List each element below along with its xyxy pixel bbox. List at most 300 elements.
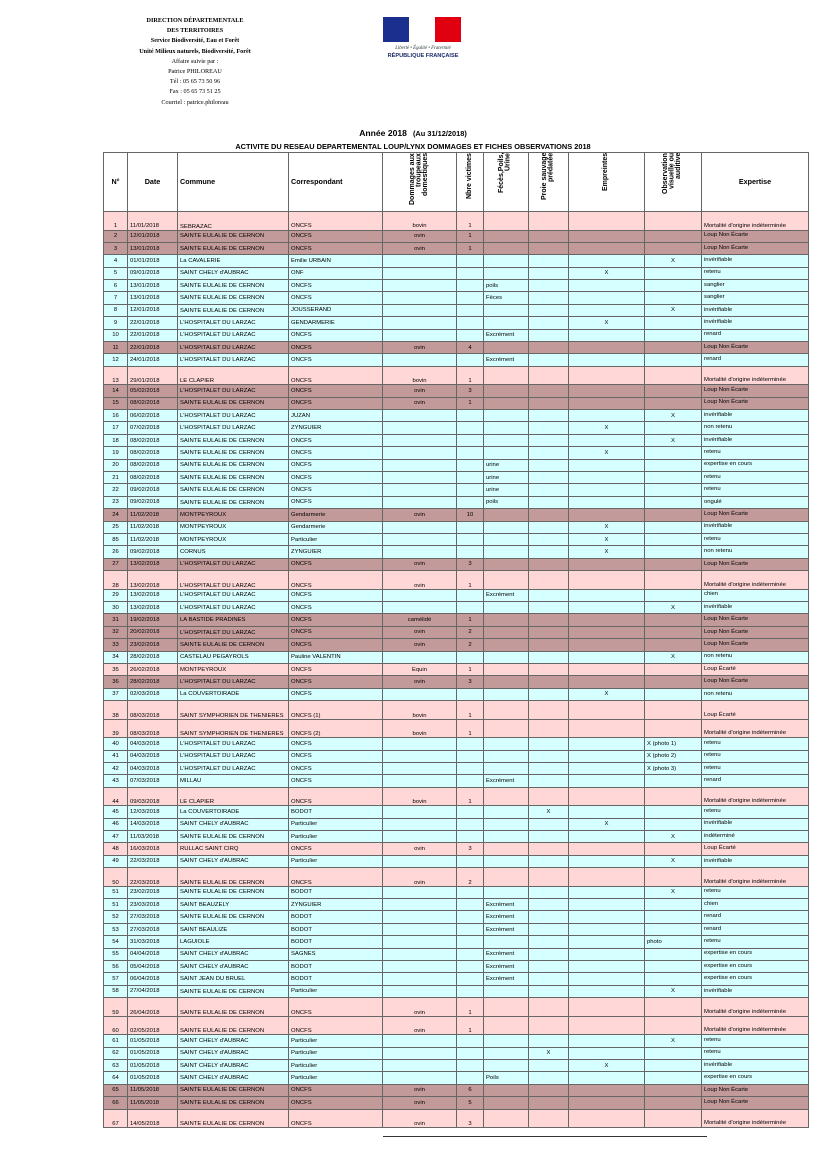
col-empreintes: Empreintes	[569, 153, 645, 212]
row-num: 66	[104, 1097, 128, 1109]
row-expertise: invérifiable	[702, 602, 809, 614]
row-proie	[529, 385, 569, 397]
row-feces: Excrément	[484, 354, 529, 366]
row-observation	[645, 212, 702, 231]
table-row	[104, 936, 809, 948]
row-victimes: 3	[457, 1109, 484, 1128]
row-victimes	[457, 589, 484, 601]
row-commune: SAINTE EULALIE DE CERNON	[178, 998, 289, 1017]
row-num: 62	[104, 1047, 128, 1059]
row-date: 14/03/2018	[128, 818, 178, 830]
row-date: 29/01/2018	[128, 366, 178, 385]
row-expertise: Mortalité d'origine indéterminée	[702, 787, 809, 806]
row-feces	[484, 509, 529, 521]
row-observation: X (photo 3)	[645, 762, 702, 774]
row-observation	[645, 1059, 702, 1071]
table-row	[104, 366, 809, 385]
row-date: 22/01/2018	[128, 329, 178, 341]
row-victimes	[457, 750, 484, 762]
row-dommages: bovin	[383, 212, 457, 231]
row-victimes	[457, 521, 484, 533]
row-expertise: invérifiable	[702, 855, 809, 867]
row-correspondant: ONCFS	[289, 750, 383, 762]
row-correspondant: ONCFS	[289, 242, 383, 254]
row-num: 57	[104, 973, 128, 985]
row-commune: SAINT CHELY d'AUBRAC	[178, 948, 289, 960]
row-dommages	[383, 434, 457, 446]
row-num: 10	[104, 329, 128, 341]
row-date: 04/03/2018	[128, 750, 178, 762]
row-victimes: 1	[457, 1016, 484, 1035]
table-row	[104, 292, 809, 304]
table-body	[104, 212, 809, 1128]
sender-line: Unité Milieux naturels, Biodiversité, Forêt	[139, 47, 251, 55]
row-correspondant: ONCFS	[289, 762, 383, 774]
table-row	[104, 911, 809, 923]
row-commune: SAINTE EULALIE DE CERNON	[178, 868, 289, 887]
row-observation	[645, 242, 702, 254]
row-expertise: expertise en cours	[702, 973, 809, 985]
row-num: 50	[104, 868, 128, 887]
row-correspondant: ONCFS	[289, 626, 383, 638]
row-observation	[645, 1084, 702, 1096]
row-feces	[484, 304, 529, 316]
row-dommages	[383, 329, 457, 341]
row-victimes	[457, 292, 484, 304]
row-proie	[529, 242, 569, 254]
row-commune: SEBRAZAC	[178, 212, 289, 231]
row-empreintes	[569, 602, 645, 614]
row-commune: SAINTE EULALIE DE CERNON	[178, 434, 289, 446]
row-victimes: 3	[457, 843, 484, 855]
row-expertise: renard	[702, 329, 809, 341]
row-dommages: ovin	[383, 242, 457, 254]
row-commune: SAINTE EULALIE DE CERNON	[178, 304, 289, 316]
row-observation	[645, 342, 702, 354]
row-commune: SAINTE EULALIE DE CERNON	[178, 886, 289, 898]
row-correspondant: Particulier	[289, 985, 383, 997]
row-empreintes	[569, 664, 645, 676]
row-observation: X (photo 1)	[645, 738, 702, 750]
row-observation	[645, 948, 702, 960]
row-expertise: non retenu	[702, 651, 809, 663]
row-empreintes	[569, 843, 645, 855]
row-dommages	[383, 762, 457, 774]
row-commune: L'HOSPITALET DU LARZAC	[178, 750, 289, 762]
table-row	[104, 1109, 809, 1128]
row-proie	[529, 267, 569, 279]
row-empreintes	[569, 787, 645, 806]
row-correspondant: Particulier	[289, 533, 383, 545]
row-commune: L'HOSPITALET DU LARZAC	[178, 602, 289, 614]
row-expertise: invérifiable	[702, 434, 809, 446]
row-dommages	[383, 961, 457, 973]
row-empreintes: X	[569, 688, 645, 700]
row-dommages	[383, 651, 457, 663]
row-commune: L'HOSPITALET DU LARZAC	[178, 410, 289, 422]
row-expertise: non retenu	[702, 422, 809, 434]
row-empreintes: X	[569, 267, 645, 279]
row-commune: MONTPEYROUX	[178, 533, 289, 545]
row-num: 20	[104, 459, 128, 471]
row-observation	[645, 317, 702, 329]
row-dommages	[383, 304, 457, 316]
logo-name: RÉPUBLIQUE FRANÇAISE	[387, 53, 459, 59]
table-row	[104, 614, 809, 626]
row-num: 21	[104, 472, 128, 484]
row-expertise: expertise en cours	[702, 961, 809, 973]
row-empreintes	[569, 304, 645, 316]
row-correspondant: ONCFS	[289, 614, 383, 626]
report-subtitle: ACTIVITE DU RESEAU DEPARTEMENTAL LOUP/LYNX DOMMAGES ET FICHES OBSERVATIONS 2018	[235, 142, 591, 151]
row-expertise: invérifiable	[702, 304, 809, 316]
row-commune: SAINTE EULALIE DE CERNON	[178, 292, 289, 304]
row-observation: X	[645, 602, 702, 614]
row-correspondant: ONCFS	[289, 292, 383, 304]
row-date: 14/05/2018	[128, 1109, 178, 1128]
row-num: 59	[104, 998, 128, 1017]
row-dommages	[383, 422, 457, 434]
row-observation	[645, 614, 702, 626]
row-date: 22/01/2018	[128, 342, 178, 354]
row-empreintes	[569, 1016, 645, 1035]
row-num: 64	[104, 1072, 128, 1084]
row-victimes	[457, 484, 484, 496]
row-victimes	[457, 1059, 484, 1071]
row-dommages	[383, 589, 457, 601]
row-correspondant: ZYNGUIER	[289, 546, 383, 558]
row-num: 5	[104, 267, 128, 279]
row-date: 11/05/2018	[128, 1084, 178, 1096]
row-correspondant: ONCFS	[289, 1109, 383, 1128]
row-date: 22/03/2018	[128, 855, 178, 867]
row-num: 67	[104, 1109, 128, 1128]
row-expertise: invérifiable	[702, 985, 809, 997]
row-num: 26	[104, 546, 128, 558]
row-date: 07/02/2018	[128, 422, 178, 434]
row-expertise: Loup Non Écarte	[702, 676, 809, 688]
row-num: 22	[104, 484, 128, 496]
row-proie	[529, 397, 569, 409]
row-date: 13/02/2018	[128, 589, 178, 601]
row-correspondant: Particulier	[289, 1047, 383, 1059]
row-num: 46	[104, 818, 128, 830]
row-dommages: ovin	[383, 1084, 457, 1096]
row-expertise: retenu	[702, 447, 809, 459]
row-num: 14	[104, 385, 128, 397]
row-feces	[484, 664, 529, 676]
row-empreintes	[569, 738, 645, 750]
row-observation: X	[645, 651, 702, 663]
row-feces	[484, 342, 529, 354]
row-expertise: Loup Non Écarte	[702, 230, 809, 242]
row-feces	[484, 639, 529, 651]
report-year	[0, 128, 826, 138]
row-victimes	[457, 818, 484, 830]
row-feces	[484, 868, 529, 887]
row-empreintes	[569, 397, 645, 409]
row-date: 02/03/2018	[128, 688, 178, 700]
row-observation	[645, 843, 702, 855]
row-observation	[645, 923, 702, 935]
sender-line: Fax : 05 65 73 51 25	[169, 88, 221, 96]
row-observation	[645, 701, 702, 720]
row-dommages	[383, 750, 457, 762]
row-victimes	[457, 1072, 484, 1084]
row-observation	[645, 422, 702, 434]
row-commune: SAINTE EULALIE DE CERNON	[178, 639, 289, 651]
row-date: 28/02/2018	[128, 651, 178, 663]
row-victimes	[457, 267, 484, 279]
row-victimes	[457, 886, 484, 898]
row-correspondant: ONCFS	[289, 496, 383, 508]
row-correspondant: ONCFS	[289, 459, 383, 471]
row-victimes: 3	[457, 676, 484, 688]
row-victimes	[457, 410, 484, 422]
table-row	[104, 1035, 809, 1047]
table-row	[104, 558, 809, 570]
row-correspondant: ZYNGUIER	[289, 899, 383, 911]
col-date: Date	[128, 153, 178, 212]
row-correspondant: ONCFS	[289, 354, 383, 366]
row-observation	[645, 472, 702, 484]
row-empreintes	[569, 899, 645, 911]
table-row	[104, 1097, 809, 1109]
table-row	[104, 242, 809, 254]
row-observation	[645, 1047, 702, 1059]
row-proie	[529, 843, 569, 855]
row-dommages: bovin	[383, 787, 457, 806]
row-empreintes	[569, 639, 645, 651]
row-observation	[645, 911, 702, 923]
row-expertise: non retenu	[702, 546, 809, 558]
row-num: 12	[104, 354, 128, 366]
row-empreintes: X	[569, 317, 645, 329]
row-correspondant: Particulier	[289, 831, 383, 843]
row-proie	[529, 899, 569, 911]
row-proie	[529, 985, 569, 997]
row-dommages	[383, 1072, 457, 1084]
row-dommages: bovin	[383, 366, 457, 385]
row-num: 56	[104, 961, 128, 973]
row-observation	[645, 385, 702, 397]
col-observation: Observation visuelle ou auditive	[645, 153, 702, 212]
row-date: 12/03/2018	[128, 806, 178, 818]
activity-table	[103, 152, 809, 1128]
row-date: 11/02/2018	[128, 533, 178, 545]
row-proie	[529, 1072, 569, 1084]
row-proie	[529, 434, 569, 446]
row-empreintes	[569, 762, 645, 774]
row-expertise: Loup Écarté	[702, 701, 809, 720]
row-empreintes	[569, 459, 645, 471]
row-proie	[529, 923, 569, 935]
row-observation	[645, 354, 702, 366]
row-commune: La COUVERTOIRADE	[178, 806, 289, 818]
row-correspondant: BODOT	[289, 886, 383, 898]
row-expertise: retenu	[702, 1047, 809, 1059]
table-row	[104, 1047, 809, 1059]
row-proie	[529, 533, 569, 545]
row-observation	[645, 787, 702, 806]
row-empreintes	[569, 280, 645, 292]
row-date: 09/03/2018	[128, 787, 178, 806]
row-commune: LAGUIOLE	[178, 936, 289, 948]
row-commune: SAINTE EULALIE DE CERNON	[178, 484, 289, 496]
row-feces	[484, 843, 529, 855]
col-dommages: Dommages aux troupeaux domestiques	[383, 153, 457, 212]
row-expertise: invérifiable	[702, 521, 809, 533]
row-commune: MONTPEYROUX	[178, 664, 289, 676]
row-num: 55	[104, 948, 128, 960]
row-date: 11/02/2018	[128, 509, 178, 521]
row-correspondant: ONCFS	[289, 775, 383, 787]
row-correspondant: JOUSSERAND	[289, 304, 383, 316]
row-empreintes	[569, 750, 645, 762]
row-expertise: renard	[702, 775, 809, 787]
row-dommages: ovin	[383, 509, 457, 521]
row-victimes	[457, 936, 484, 948]
row-date: 13/02/2018	[128, 571, 178, 590]
row-empreintes: X	[569, 818, 645, 830]
row-dommages: camélidé	[383, 614, 457, 626]
row-expertise: expertise en cours	[702, 1072, 809, 1084]
row-date: 23/02/2018	[128, 639, 178, 651]
row-feces	[484, 762, 529, 774]
row-victimes	[457, 651, 484, 663]
row-feces	[484, 806, 529, 818]
row-num: 40	[104, 738, 128, 750]
col-expertise: Expertise	[702, 153, 809, 212]
table-row	[104, 868, 809, 887]
row-date: 08/03/2018	[128, 719, 178, 738]
table-row	[104, 787, 809, 806]
sender-line: Service Biodiversité, Eau et Forêt	[150, 37, 240, 45]
row-observation	[645, 267, 702, 279]
row-expertise: sanglier	[702, 280, 809, 292]
row-expertise: retenu	[702, 472, 809, 484]
row-dommages	[383, 899, 457, 911]
row-num: 3	[104, 242, 128, 254]
row-feces: urine	[484, 472, 529, 484]
row-dommages: ovin	[383, 342, 457, 354]
row-empreintes	[569, 775, 645, 787]
row-expertise: Loup Non Écarte	[702, 558, 809, 570]
row-dommages	[383, 255, 457, 267]
row-proie	[529, 509, 569, 521]
row-date: 08/02/2018	[128, 434, 178, 446]
row-expertise: Loup Écarté	[702, 843, 809, 855]
row-dommages	[383, 923, 457, 935]
row-date: 09/02/2018	[128, 484, 178, 496]
row-empreintes	[569, 329, 645, 341]
table-row	[104, 546, 809, 558]
row-num: 51	[104, 886, 128, 898]
row-feces	[484, 1047, 529, 1059]
table-row	[104, 589, 809, 601]
row-date: 04/03/2018	[128, 762, 178, 774]
row-victimes	[457, 533, 484, 545]
col-num: N°	[104, 153, 128, 212]
row-victimes: 1	[457, 230, 484, 242]
row-proie	[529, 571, 569, 590]
row-observation: X	[645, 1035, 702, 1047]
row-empreintes	[569, 496, 645, 508]
row-expertise: renard	[702, 923, 809, 935]
row-proie	[529, 484, 569, 496]
row-expertise: retenu	[702, 750, 809, 762]
row-observation	[645, 366, 702, 385]
table-row	[104, 899, 809, 911]
row-observation	[645, 280, 702, 292]
row-num: 35	[104, 664, 128, 676]
row-dommages: ovin	[383, 230, 457, 242]
row-correspondant: ONCFS	[289, 558, 383, 570]
row-num: 33	[104, 639, 128, 651]
row-dommages: ovin	[383, 397, 457, 409]
row-empreintes	[569, 354, 645, 366]
row-commune: SAINTE EULALIE DE CERNON	[178, 1016, 289, 1035]
row-feces	[484, 818, 529, 830]
row-observation	[645, 509, 702, 521]
row-correspondant: ONCFS	[289, 472, 383, 484]
row-date: 11/01/2018	[128, 212, 178, 231]
row-proie	[529, 738, 569, 750]
row-observation	[645, 806, 702, 818]
row-empreintes	[569, 676, 645, 688]
row-correspondant: Particulier	[289, 855, 383, 867]
row-date: 23/02/2018	[128, 886, 178, 898]
row-expertise: Mortalité d'origine indéterminée	[702, 1016, 809, 1035]
row-correspondant: ONCFS	[289, 664, 383, 676]
row-commune: CORNUS	[178, 546, 289, 558]
row-proie	[529, 212, 569, 231]
sender-line: Affaire suivie par :	[171, 57, 219, 65]
row-observation	[645, 1072, 702, 1084]
row-expertise: Mortalité d'origine indéterminée	[702, 868, 809, 887]
sender-block	[120, 16, 270, 108]
row-num: 43	[104, 775, 128, 787]
row-correspondant: BODOT	[289, 973, 383, 985]
row-empreintes	[569, 614, 645, 626]
row-feces: Excrément	[484, 899, 529, 911]
row-commune: SAINT BEAULIZE	[178, 923, 289, 935]
row-feces	[484, 212, 529, 231]
table-row	[104, 1072, 809, 1084]
row-observation	[645, 459, 702, 471]
row-expertise: invérifiable	[702, 317, 809, 329]
row-feces	[484, 366, 529, 385]
row-expertise: expertise en cours	[702, 459, 809, 471]
row-proie	[529, 750, 569, 762]
row-proie	[529, 1059, 569, 1071]
row-dommages	[383, 886, 457, 898]
table-row	[104, 961, 809, 973]
row-date: 01/05/2018	[128, 1059, 178, 1071]
row-feces	[484, 242, 529, 254]
row-commune: L'HOSPITALET DU LARZAC	[178, 676, 289, 688]
row-dommages: ovin	[383, 998, 457, 1017]
row-victimes	[457, 973, 484, 985]
row-observation	[645, 676, 702, 688]
row-dommages	[383, 546, 457, 558]
row-empreintes	[569, 242, 645, 254]
row-feces	[484, 787, 529, 806]
table-row	[104, 676, 809, 688]
row-date: 01/05/2018	[128, 1047, 178, 1059]
row-expertise: Loup Non Écarte	[702, 614, 809, 626]
table-row	[104, 998, 809, 1017]
